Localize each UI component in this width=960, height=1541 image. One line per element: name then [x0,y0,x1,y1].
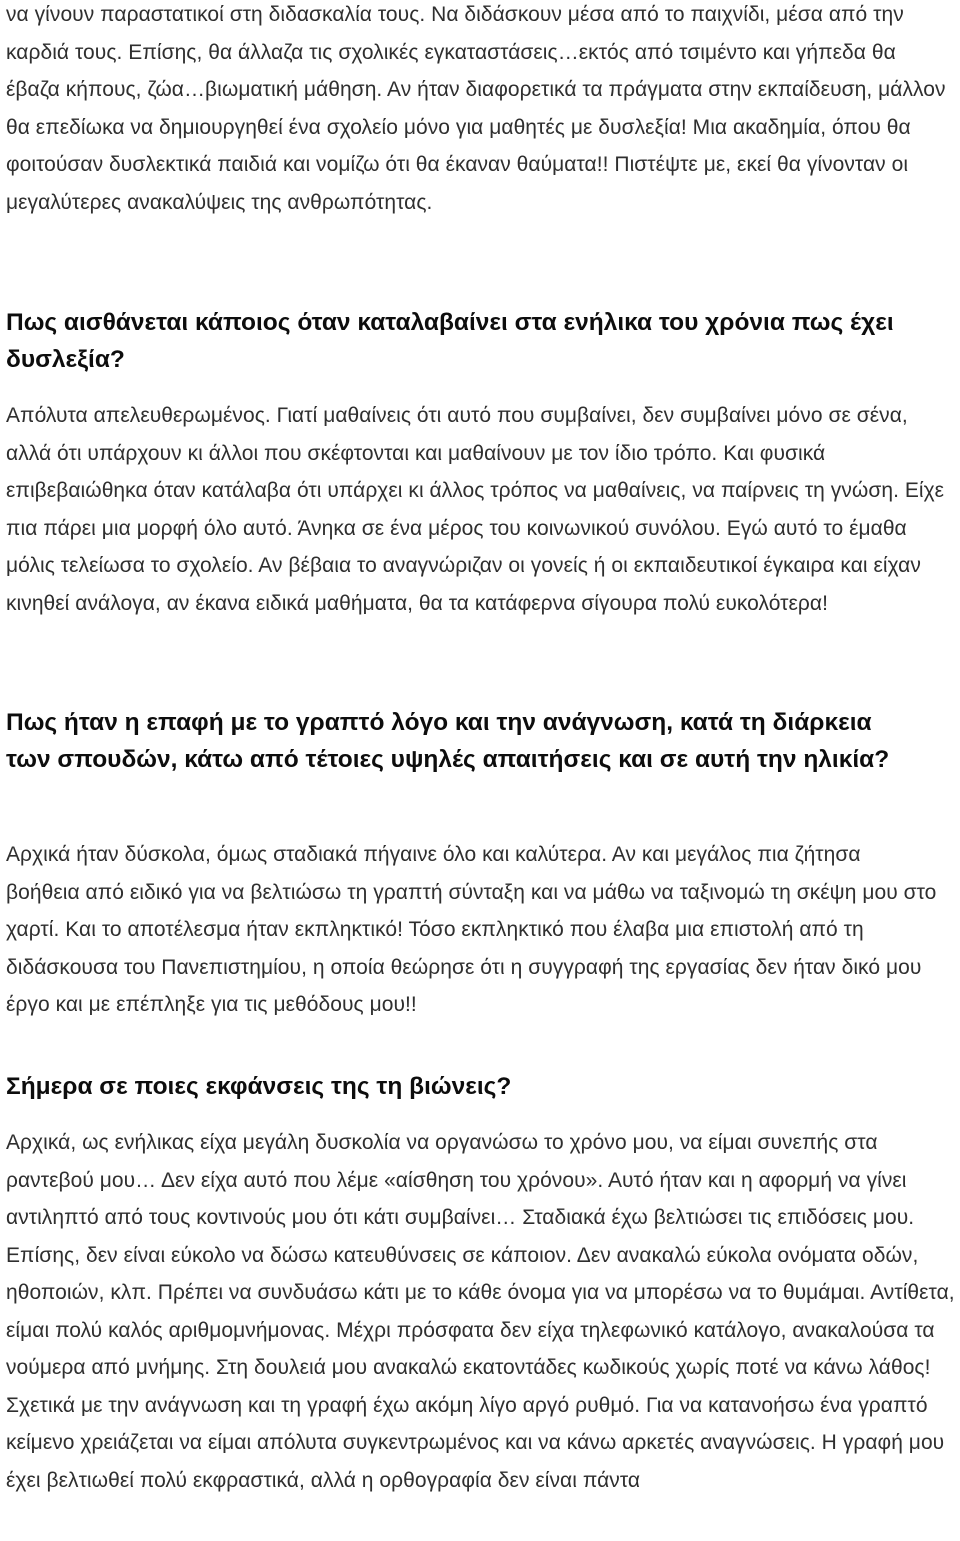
heading-today: Σήμερα σε ποιες εκφάνσεις της τη βιώνεις? [6,1073,512,1100]
paragraph-studies: Αρχικά ήταν δύσκολα, όμως σταδιακά πήγαινε όλο και καλύτερα. Αν και μεγάλος πια ζήτησα βοήθεια από ειδικό για να βελτιώσω τη γραπτή σύνταξη και να μάθω να ταξινομώ τη σκέψη μου στο χαρτί. Και το αποτέλεσμα ήταν εκπληκτικό! Τόσο εκπληκτικό που έλαβα μια επιστολή από τη διδάσκουσα του Πανεπιστημίου, η οποία θεώρησε ότι η συγγραφή της εργασίας δεν ήταν δικό μου έργο και με επέπληξε για τις μεθόδους μου!! [6,843,937,1016]
heading-adult-realization: Πως αισθάνεται κάποιος όταν καταλαβαίνει στα ενήλικα του χρόνια πως έχει δυσλεξία? [6,309,894,373]
paragraph-today: Αρχικά, ως ενήλικας είχα μεγάλη δυσκολία να οργανώσω το χρόνο μου, να είμαι συνεπής στα ραντεβού μου… Δεν είχα αυτό που λέμε «αίσθηση του χρόνου». Αυτό ήταν και η αφορμή να γίνει αντιληπτό από τους κοντινούς μου ότι κάτι συμβαίνει… Σταδιακά έχω βελτιώσει τις επιδόσεις μου. Επίσης, δεν είναι εύκολο να δώσω κατευθύνσεις σε κάποιον. Δεν ανακαλώ εύκολα ονόματα οδών, ηθοποιών, κλπ. Πρέπει να συνδυάσω κάτι με το κάθε όνομα για να μπορέσω να το θυμάμαι. Αντίθετα, είμαι πολύ καλός αριθμομνήμονας. Μέχρι πρόσφατα δεν είχα τηλεφωνικό κατάλογο, ανακαλούσα τα νούμερα από μνήμης. Στη δουλειά μου ανακαλώ εκατοντάδες κωδικούς χωρίς ποτέ να κάνω λάθος! Σχετικά με την ανάγνωση και τη γραφή έχω ακόμη λίγο αργό ρυθμό. Για να κατανοήσω ένα γραπτό κείμενο χρειάζεται να είμαι απόλυτα συγκεντρωμένος και να κάνω αρκετές αναγνώσεις. Η γραφή μου έχει βελτιωθεί πολύ εκφραστικά, αλλά η ορθογραφία δεν είναι πάντα [6,1131,955,1492]
heading-studies-reading: Πως ήταν η επαφή με το γραπτό λόγο και την ανάγνωση, κατά τη διάρκεια των σπουδών, κάτω από τέτοιες υψηλές απαιτήσεις και σε αυτή την ηλικία? [6,709,890,773]
paragraph-intro: να γίνουν παραστατικοί στη διδασκαλία τους. Να διδάσκουν μέσα από το παιχνίδι, μέσα από την καρδιά τους. Επίσης, θα άλλαζα τις σχολικές εγκαταστάσεις…εκτός από τσιμέντο και γήπεδα θα έβαζα κήπους, ζώα…βιωματική μάθηση. Αν ήταν διαφορετικά τα πράγματα στην εκπαίδευση, μάλλον θα επεδίωκα να δημιουργηθεί ένα σχολείο μόνο για μαθητές με δυσλεξία! Μια ακαδημία, όπου θα φοιτούσαν δυσλεκτικά παιδιά και νομίζω ότι θα έκαναν θαύματα!! Πιστέψτε με, εκεί θα γίνονταν οι μεγαλύτερες ανακαλύψεις της ανθρωπότητας. [6,3,946,214]
paragraph-liberated: Απόλυτα απελευθερωμένος. Γιατί μαθαίνεις ότι αυτό που συμβαίνει, δεν συμβαίνει μόνο σε σένα, αλλά ότι υπάρχουν κι άλλοι που σκέφτονται και μαθαίνουν με τον ίδιο τρόπο. Και φυσικά επιβεβαιώθηκα όταν κατάλαβα ότι υπάρχει κι άλλος τρόπος να μαθαίνεις, να παίρνεις τη γνώση. Είχε πια πάρει μια μορφή όλο αυτό. Άνηκα σε ένα μέρος του κοινωνικού συνόλου. Εγώ αυτό το έμαθα μόλις τελείωσα το σχολείο. Αν βέβαια το αναγνώριζαν οι γονείς ή οι εκπαιδευτικοί έγκαιρα και είχαν κινηθεί ανάλογα, αν έκανα ειδικά μαθήματα, θα τα κατάφερνα σίγουρα πολύ ευκολότερα! [6,404,945,615]
